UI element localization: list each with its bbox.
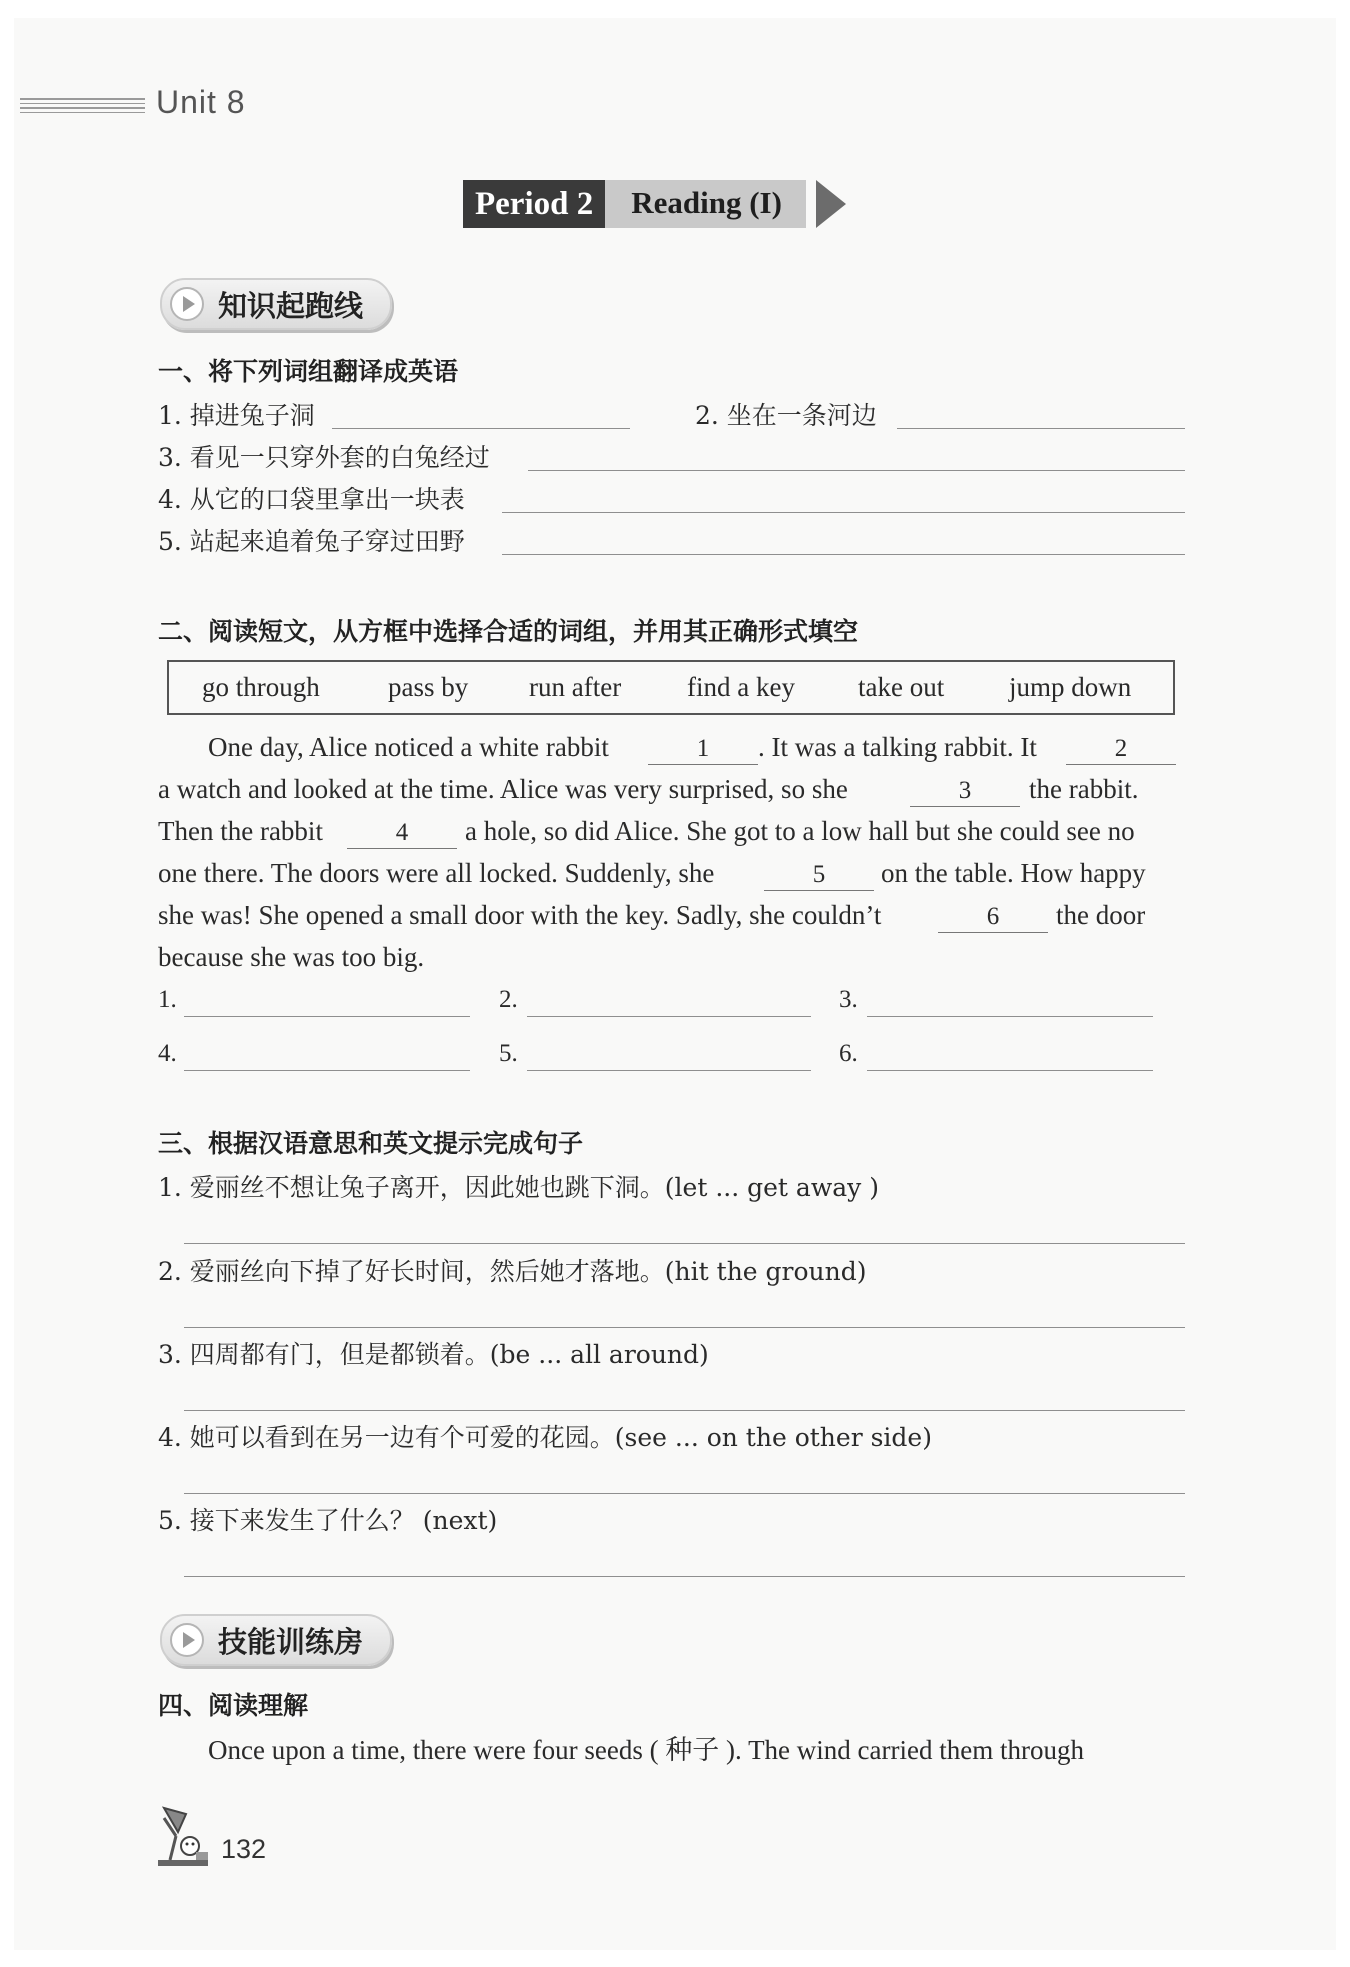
passage-line-4a: one there. The doors were all locked. Suddenly, she xyxy=(158,858,715,888)
passage-line-2a: a watch and looked at the time. Alice was very surprised, so she xyxy=(158,774,848,804)
passage-blank-2: 2 xyxy=(1066,734,1176,765)
answer-line-6[interactable] xyxy=(867,1070,1153,1071)
phrase-6: jump down xyxy=(1009,672,1132,702)
lamp-mascot-icon xyxy=(156,1804,212,1870)
passage-line-3b: a hole, so did Alice. She got to a low hall but she could see no xyxy=(465,816,1135,846)
section2-title: 二、阅读短文，从方框中选择合适的词组，并用其正确形式填空 xyxy=(158,617,859,646)
answer-line-2[interactable] xyxy=(527,1016,811,1017)
answer-line-5[interactable] xyxy=(527,1070,811,1071)
answer-label-1: 1. xyxy=(158,986,177,1013)
s3-answer-line-5[interactable] xyxy=(184,1576,1185,1577)
answer-line-3[interactable] xyxy=(867,1016,1153,1017)
phrase-2: pass by xyxy=(388,672,469,702)
passage-blank-6: 6 xyxy=(938,902,1048,933)
answer-label-6: 6. xyxy=(839,1040,858,1067)
s1-item-4: 4. 从它的口袋里拿出一块表 xyxy=(158,485,465,514)
s1-answer-line-2[interactable] xyxy=(897,428,1185,429)
passage-line-4b: on the table. How happy xyxy=(881,858,1146,888)
s1-item-3: 3. 看见一只穿外套的白兔经过 xyxy=(158,443,490,472)
page-number: 132 xyxy=(221,1834,267,1864)
section-badge-skills xyxy=(160,1614,392,1666)
passage-line-1a: One day, Alice noticed a white rabbit xyxy=(208,732,609,762)
s3-item-1: 1. 爱丽丝不想让兔子离开，因此她也跳下洞。(let ... get away ) xyxy=(158,1173,879,1202)
answer-line-1[interactable] xyxy=(184,1016,470,1017)
passage-line-5a: she was! She opened a small door with the key. Sadly, she couldn’t xyxy=(158,900,882,930)
answer-label-4: 4. xyxy=(158,1040,177,1067)
section3-title: 三、根据汉语意思和英文提示完成句子 xyxy=(158,1129,584,1158)
passage-blank-3: 3 xyxy=(910,776,1020,807)
reading-text: Once upon a time, there were four seeds ( 种子 ). The wind carried them through xyxy=(208,1735,1084,1765)
passage-line-3a: Then the rabbit xyxy=(158,816,323,846)
period-banner xyxy=(463,180,846,228)
s1-item-5: 5. 站起来追着兔子穿过田野 xyxy=(158,527,465,556)
answer-label-3: 3. xyxy=(839,986,858,1013)
unit-title: Unit 8 xyxy=(156,84,246,120)
s3-item-2: 2. 爱丽丝向下掉了好长时间，然后她才落地。(hit the ground) xyxy=(158,1257,867,1286)
section4-title: 四、阅读理解 xyxy=(158,1691,309,1720)
play-icon xyxy=(170,1623,204,1657)
section1-title: 一、将下列词组翻译成英语 xyxy=(158,357,459,386)
phrase-1: go through xyxy=(202,672,320,702)
arrow-right-icon xyxy=(816,180,846,228)
passage-line-6: because she was too big. xyxy=(158,942,425,972)
s1-item-2: 2. 坐在一条河边 xyxy=(695,401,877,430)
phrase-4: find a key xyxy=(687,672,795,702)
s3-answer-line-1[interactable] xyxy=(184,1243,1185,1244)
answer-label-2: 2. xyxy=(499,986,518,1013)
passage-line-1b: . It was a talking rabbit. It xyxy=(758,732,1037,762)
badge-label: 技能训练房 xyxy=(218,1624,364,1659)
badge-label: 知识起跑线 xyxy=(218,288,364,323)
s1-answer-line-1[interactable] xyxy=(332,428,630,429)
passage-line-2b: the rabbit. xyxy=(1029,774,1139,804)
s3-answer-line-4[interactable] xyxy=(184,1493,1185,1494)
s3-item-5: 5. 接下来发生了什么？ (next) xyxy=(158,1506,498,1535)
s1-answer-line-3[interactable] xyxy=(528,470,1185,471)
phrase-box xyxy=(167,660,1175,715)
answer-label-5: 5. xyxy=(499,1040,518,1067)
s1-answer-line-5[interactable] xyxy=(502,554,1185,555)
period-label: Period 2 xyxy=(463,180,605,228)
s1-answer-line-4[interactable] xyxy=(502,512,1185,513)
passage-blank-1: 1 xyxy=(648,734,758,765)
play-icon xyxy=(170,287,204,321)
phrase-5: take out xyxy=(858,672,945,702)
s3-answer-line-3[interactable] xyxy=(184,1410,1185,1411)
s3-answer-line-2[interactable] xyxy=(184,1327,1185,1328)
s3-item-3: 3. 四周都有门，但是都锁着。(be ... all around) xyxy=(158,1340,709,1369)
phrase-3: run after xyxy=(529,672,622,702)
section-badge-knowledge xyxy=(160,278,392,330)
passage-blank-5: 5 xyxy=(764,860,874,891)
s1-item-1: 1. 掉进兔子洞 xyxy=(158,401,315,430)
passage-blank-4: 4 xyxy=(347,818,457,849)
header-decoration-lines xyxy=(20,98,145,118)
s3-item-4: 4. 她可以看到在另一边有个可爱的花园。(see ... on the other side) xyxy=(158,1423,932,1452)
period-title: Reading (I) xyxy=(605,180,806,228)
answer-line-4[interactable] xyxy=(184,1070,470,1071)
passage-line-5b: the door xyxy=(1056,900,1146,930)
